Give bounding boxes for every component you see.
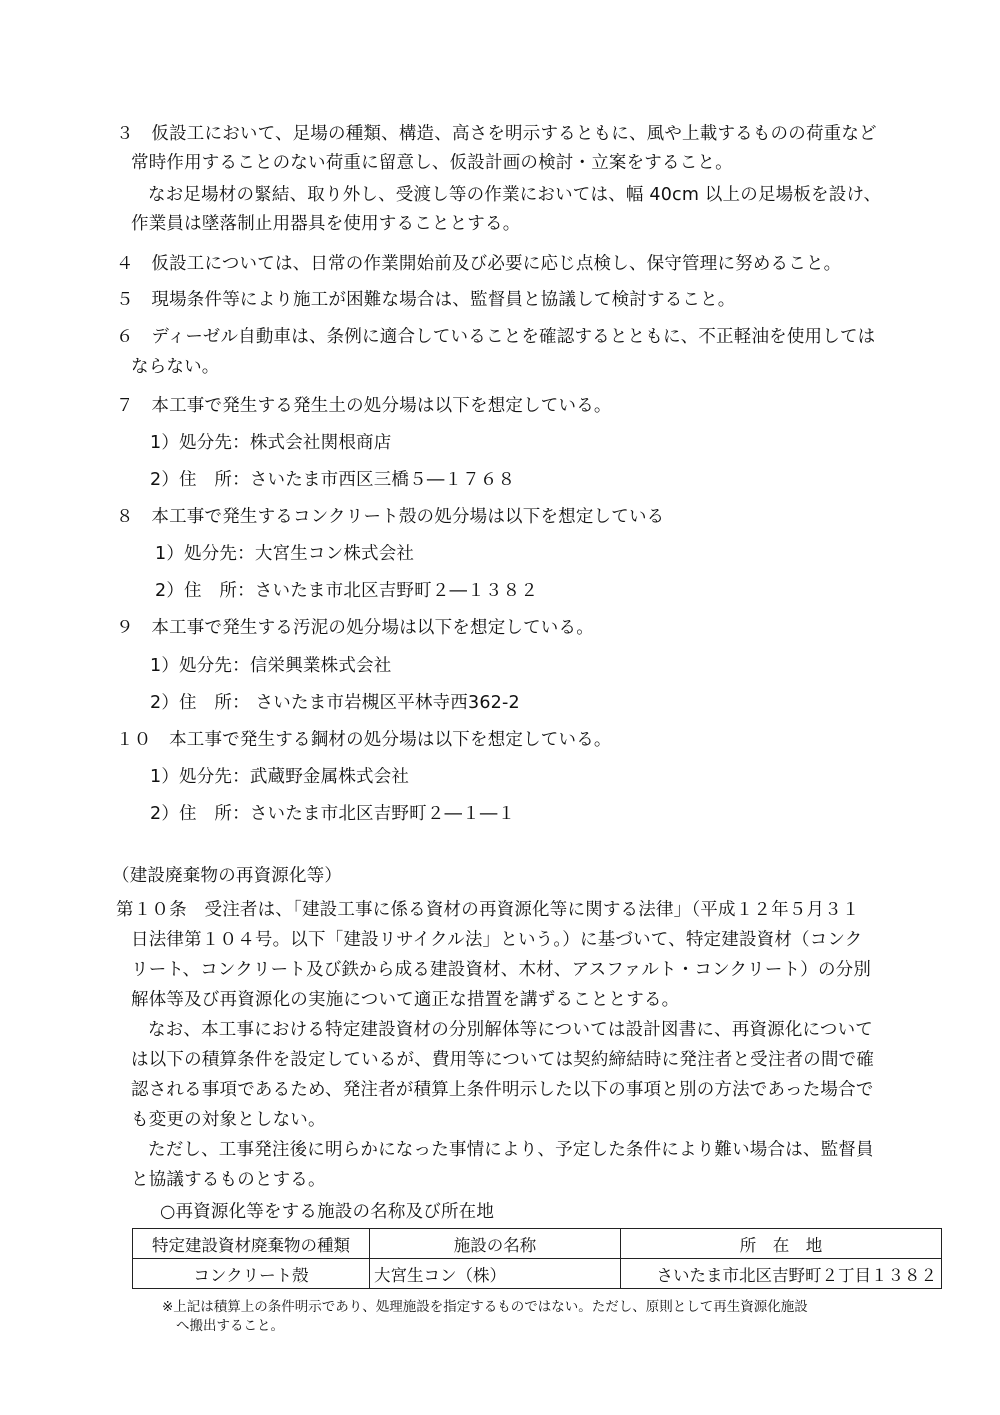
item-7-destination: 1）処分先：株式会社関根商店 [150,433,392,453]
table-header-row [133,1229,942,1259]
item-3-line-1: ３ 仮設工において、足場の種類、構造、高さを明示するともに、風や上載するものの荷重など [116,124,877,144]
paragraph-2-line-2: は以下の積算条件を設定しているが、費用等については契約締結時に発注者と受注者の間で確 [131,1050,875,1070]
note-line-1: ※上記は積算上の条件明示であり、処理施設を指定するものではない。ただし、原則として再生資源化施設 [162,1299,808,1315]
article-10-line-4: 解体等及び再資源化の実施について適正な措置を講ずることとする。 [131,990,680,1010]
item-7-address: 2）住 所：さいたま市西区三橋５―１７６８ [150,470,516,490]
item-8-address: 2）住 所：さいたま市北区吉野町２―１３８２ [155,581,539,601]
cell-facility-name: 大宮生コン（株） [370,1259,621,1289]
header-waste-type: 特定建設資材廃棄物の種類 [133,1229,370,1259]
paragraph-2-line-4: も変更の対象としない。 [131,1110,326,1130]
item-5: ５ 現場条件等により施工が困難な場合は、監督員と協議して検討すること。 [116,290,736,310]
header-location: 所 在 地 [621,1229,942,1259]
table-row [133,1259,942,1289]
item-7: ７ 本工事で発生する発生土の処分場は以下を想定している。 [116,396,612,416]
article-10-line-2: 日法律第１０４号。以下「建設リサイクル法」という。）に基づいて、特定建設資材（コンク [131,930,863,950]
article-10-line-1: 第１０条 受注者は、「建設工事に係る資材の再資源化等に関する法律」（平成１２年５月３１ [116,900,860,920]
cell-waste-type: コンクリート殻 [133,1259,370,1289]
table-title: ○再資源化等をする施設の名称及び所在地 [160,1202,495,1222]
paragraph-2-line-1: なお、本工事における特定建設資材の分別解体等については設計図書に、再資源化について [148,1020,873,1040]
item-10-destination: 1）処分先：武蔵野金属株式会社 [150,767,410,787]
item-6-line-2: ならない。 [131,357,220,377]
item-9-address: 2）住 所： さいたま市岩槻区平林寺西362-2 [150,693,520,713]
header-facility-name: 施設の名称 [370,1229,621,1259]
cell-location: さいたま市北区吉野町２丁目１３８２ [621,1259,942,1289]
item-8-destination: 1）処分先：大宮生コン株式会社 [155,544,415,564]
item-10: １０ 本工事で発生する鋼材の処分場は以下を想定している。 [116,730,612,750]
note-line-2: へ搬出すること。 [176,1318,284,1334]
section-heading: （建設廃棄物の再資源化等） [112,866,343,886]
article-10-line-3: リート、コンクリート及び鉄から成る建設資材、木材、アスファルト・コンクリート）の分別 [131,960,872,980]
paragraph-3-line-2: と協議するものとする。 [131,1170,326,1190]
item-3-line-2: 常時作用することのない荷重に留意し、仮設計画の検討・立案をすること。 [131,153,733,173]
item-3-line-4: 作業員は墜落制止用器具を使用することとする。 [131,214,521,234]
facility-table [132,1228,942,1289]
paragraph-2-line-3: 認される事項であるため、発注者が積算上条件明示した以下の事項と別の方法であった場合で [131,1080,874,1100]
item-8: ８ 本工事で発生するコンクリート殻の処分場は以下を想定している [116,507,665,527]
item-9-destination: 1）処分先：信栄興業株式会社 [150,656,392,676]
item-10-address: 2）住 所：さいたま市北区吉野町２―１―１ [150,804,516,824]
item-9: ９ 本工事で発生する汚泥の処分場は以下を想定している。 [116,618,594,638]
item-4: ４ 仮設工については、日常の作業開始前及び必要に応じ点検し、保守管理に努めること。 [116,254,842,274]
item-3-line-3: なお足場材の緊結、取り外し、受渡し等の作業においては、幅 40cm 以上の足場板を設け、 [148,185,882,205]
item-6-line-1: ６ ディーゼル自動車は、条例に適合していることを確認するとともに、不正軽油を使用しては [116,327,876,347]
paragraph-3-line-1: ただし、工事発注後に明らかになった事情により、予定した条件により難い場合は、監督員 [148,1140,874,1160]
